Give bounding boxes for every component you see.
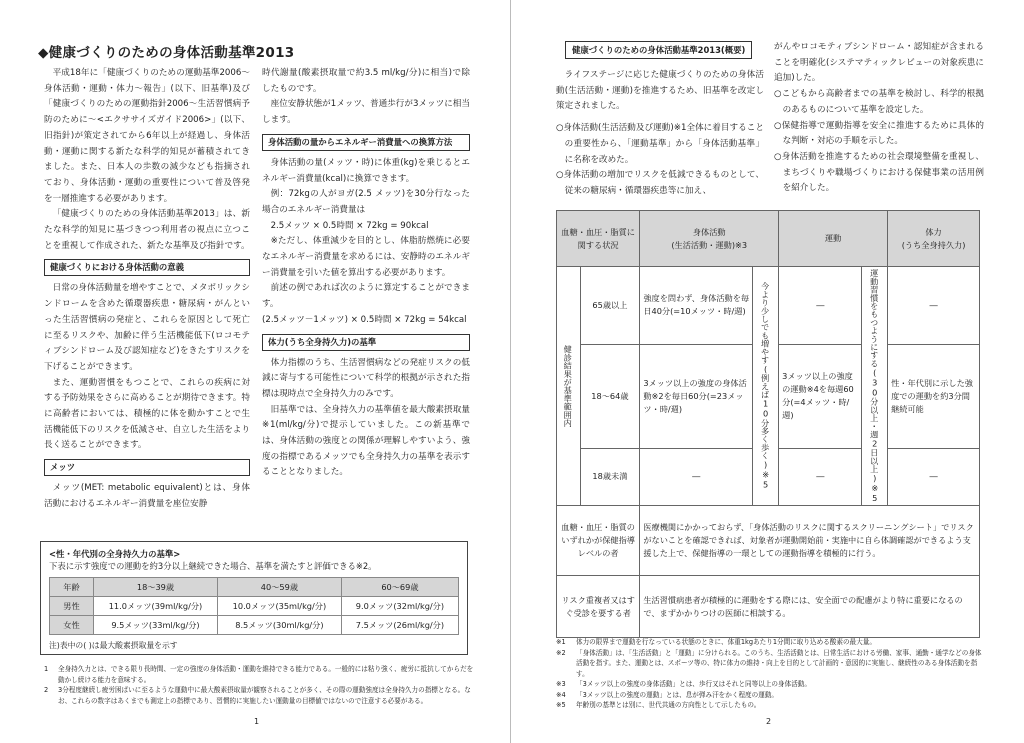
footnote-text: 全身持久力とは、できる限り長時間、一定の強度の身体活動・運動を維持できる能力である。一般的には粘り強く、疲労に抵抗してからだを動かし続ける能力を意味する。 — [58, 665, 474, 684]
exercise-cell: ― — [779, 448, 862, 505]
table-cell: 9.5メッツ(33ml/kg/分) — [94, 616, 218, 635]
footnote-text: 体力の限界まで運動を行なっている状態のときに、体重1kgあたり1分間に取り込める酸素の最大量。 — [576, 638, 876, 646]
section-heading-conversion: 身体活動の量からエネルギー消費量への換算方法 — [262, 134, 470, 151]
page-title: ◆健康づくりのための身体活動基準2013 — [38, 45, 295, 61]
fitness-cell: ― — [888, 267, 980, 345]
table-header-cell: 40～59歳 — [217, 578, 341, 597]
table-row — [50, 597, 459, 616]
age-cell: 18歳未満 — [580, 448, 640, 505]
table-cell: 7.5メッツ(26ml/kg/分) — [341, 616, 458, 635]
overview-tag: 健康づくりのための身体活動基準2013(概要) — [565, 41, 752, 59]
overview-bullet: ○身体活動の増加でリスクを低減できるものとして、従来の糖尿病・循環器疾患等に加え、 — [556, 170, 764, 196]
overview-bullet: ○こどもから高齢者までの基準を検討し、科学的根拠のあるものについて基準を設定した。 — [774, 89, 984, 115]
table-row — [557, 267, 980, 345]
footnote-text: 「3メッツ以上の強度の運動」とは、息が弾み汗をかく程度の運動。 — [576, 690, 779, 699]
fitness-cell: 性・年代別に示した強度での運動を約3分間継続可能 — [888, 344, 980, 448]
footnote — [556, 679, 986, 690]
footnote-number: ※2 — [556, 648, 566, 657]
risk-label-cell: リスク重複者又はすぐ受診を要する者 — [557, 576, 640, 638]
table-header-row — [557, 211, 980, 267]
mets-continuation-2: 座位安静状態が1メッツ、普通歩行が3メッツに相当します。 — [262, 99, 470, 126]
left-footnotes — [44, 664, 474, 706]
overview-intro: ライフステージに応じた健康づくりのための身体活動(生活活動・運動)を推進するため、旧基準を改定し策定されました。 — [556, 70, 764, 112]
footnote-text: 3分程度継続し疲労困ぱいに至るような運動中に最大酸素摂取量が観察されることが多く、その際の運動強度は全身持久力の指標となる。なお、これらの数字はあくまでも測定上の指標であり、習慣的に実施したい運動量の目標値ではないので注意する必要がある。 — [58, 686, 471, 705]
mets-paragraph: メッツ(MET: metabolic equivalent)とは、身体活動におけるエネルギー消費量を座位安静 — [44, 483, 250, 509]
footnote-number: ※1 — [556, 638, 566, 646]
conversion-paragraph-1: 身体活動の量(メッツ・時)に体重(kg)を乗じるとエネルギー消費量(kcal)に換算できます。 — [262, 157, 470, 184]
header-exercise-text: 運動 — [824, 233, 842, 243]
guidance-text-cell: 医療機関にかかっておらず、「身体活動のリスクに関するスクリーニングシート」でリスクがないことを確認できれば、対象者が運動開始前・実施中に自ら体調確認ができるよう支援した上で、保健指導の一環としての運動指導を積極的に行う。 — [640, 506, 980, 576]
conversion-calculation: 2.5メッツ × 0.5時間 × 72kg = 90kcal — [270, 220, 429, 231]
significance-paragraph-2: また、運動習慣をもつことで、これらの疾病に対する予防効果をさらに高めることが期待できます。特に高齢者においては、積極的に体を動かすことで生活機能低下のリスクを低減させ、自立した生活をより長く送ることができます。 — [44, 377, 250, 451]
exercise-cell: ― — [779, 267, 862, 345]
activity-standard-table — [556, 210, 980, 638]
section-heading-mets: メッツ — [44, 459, 250, 476]
overview-bullet-continuation: がんやロコモティブシンドローム・認知症が含まれることを明確化(システマティックレビューの対象疾患に追加)した。 — [774, 42, 984, 84]
guidance-label-cell: 血糖・血圧・脂質のいずれかが保健指導レベルの者 — [557, 506, 640, 576]
age-cell: 65歳以上 — [580, 267, 640, 345]
table-header-cell: 18～39歳 — [94, 578, 218, 597]
row-label: 男性 — [50, 597, 94, 616]
fitness-standard-box — [40, 541, 468, 655]
table-row — [50, 616, 459, 635]
left-page — [0, 0, 511, 743]
left-column-1 — [44, 66, 250, 513]
table-row — [557, 576, 980, 638]
footnote-number: ※5 — [556, 701, 566, 709]
footnote-text: 年齢別の基準とは別に、世代共通の方向性として示したもの。 — [576, 701, 761, 709]
fitness-cell: ― — [888, 448, 980, 505]
fitness-paragraph-1: 体力指標のうち、生活習慣病などの発症リスクの低減に寄与する可能性について科学的根拠が示された指標は現時点で全身持久力のみです。 — [262, 357, 470, 399]
page-number: 2 — [766, 717, 772, 726]
footnote — [556, 648, 986, 680]
header-status-text: 血糖・血圧・脂質に関する状況 — [561, 226, 635, 250]
fitness-paragraph-2: 旧基準では、全身持久力の基準値を最大酸素摂取量※1(ml/kg/分)で提示していました。この新基準では、身体活動の強度との関係が理解しやすいよう、強度の指標であるメッツでも全身持久力の基準を表示することとなりました。 — [262, 404, 470, 478]
row-label: 女性 — [50, 616, 94, 635]
table-cell: 10.0メッツ(35ml/kg/分) — [217, 597, 341, 616]
conversion-paragraph-3: ※ただし、体重減少を目的とし、体脂肪燃焼に必要なエネルギー消費量を求めるには、安静時のエネルギー消費量を引いた値を算出する必要があります。 — [262, 236, 470, 278]
footnote-number: ※3 — [556, 680, 566, 688]
footnote — [556, 700, 986, 711]
mets-continuation: 時代謝量(酸素摂取量で約3.5 ml/kg/分)に相当)で除したものです。 — [262, 68, 470, 94]
table-header-fitness — [888, 211, 980, 267]
intro-paragraph-2: 「健康づくりのための身体活動基準2013」は、新たな科学的知見に基づきつつ利用者の視点に立つことを重視して作成された、新たな基準及び指針です。 — [44, 209, 250, 251]
activity-cell: 3メッツ以上の強度の身体活動※2を毎日60分(=23メッツ・時/週) — [640, 344, 753, 448]
activity-cell: 強度を問わず、身体活動を毎日40分(=10メッツ・時/週) — [640, 267, 753, 345]
footnote-number: ※4 — [556, 690, 566, 699]
group-label: 健診結果が基準範囲内 — [563, 345, 574, 427]
left-column-2 — [262, 66, 470, 481]
page-number: 1 — [254, 717, 260, 726]
header-fitness-text: 体力 — [925, 226, 942, 237]
conversion-calculation-2: (2.5メッツ－1メッツ) × 0.5時間 × 72kg = 54kcal — [262, 314, 467, 325]
conversion-paragraph-2: 例：72kgの人がヨガ(2.5 メッツ)を30分行なった場合のエネルギー消費量は — [262, 189, 470, 215]
footnote-number: 1 — [44, 665, 49, 673]
header-activity-text: 身体活動 — [692, 226, 726, 237]
significance-paragraph-1: 日常の身体活動量を増やすことで、メタボリックシンドロームを含めた循環器疾患・糖尿病・がんといった生活習慣病の発症と、これらを原因として死亡に至るリスクや、加齢に伴う生活機能低下(ロコモティブシンドローム及び認知症など)をきたすリスクを下げることができます。 — [44, 283, 250, 372]
activity-cell: ― — [640, 448, 753, 505]
overview-bullet: ○身体活動(生活活動及び運動)※1全体に着目することの重要性から、「運動基準」から「身体活動基準」に名称を改めた。 — [556, 123, 764, 165]
conversion-paragraph-4: 前述の例であれば次のように算定することができます。 — [262, 283, 470, 310]
table-header-activity — [640, 211, 779, 267]
right-column-2 — [774, 40, 984, 197]
overview-bullet: ○身体活動を推進するための社会環境整備を重視し、まちづくりや職場づくりにおける保健事業の活用例を紹介した。 — [774, 151, 984, 194]
activity-vertical-cell — [753, 267, 779, 506]
exercise-cell: 3メッツ以上の強度の運動※4を毎週60分(=4メッツ・時/週) — [779, 344, 862, 448]
table-header-status — [557, 211, 640, 267]
table-header-exercise — [779, 211, 888, 267]
exercise-vertical-cell — [862, 267, 888, 506]
table-header-row — [50, 578, 459, 597]
header-activity-sub: (生活活動・運動)※3 — [671, 239, 748, 250]
exercise-vertical-text: 運動習慣をもつようにする(30分以上・週2日以上)※5 — [869, 269, 880, 503]
right-footnotes — [556, 637, 986, 711]
fitness-standard-table — [49, 577, 459, 635]
table-row — [557, 506, 980, 576]
intro-paragraph: 平成18年に「健康づくりのための運動基準2006～身体活動・運動・体力～報告」(以下、旧基準)及び「健康づくりのための運動指針2006～生活習慣病予防のために～<エクササイズガイド2006>」(以下、旧指針)が策定されてから6年以上が経過し、身体活動・運動に関する新たな科学的知見が蓄積されてきました。また、日本人の歩数の減少なども指摘されており、身体活動・運動の重要性について普及啓発を一層推進する必要があります。 — [44, 68, 250, 204]
table-cell: 11.0メッツ(39ml/kg/分) — [94, 597, 218, 616]
table-note: 注)表中の( )は最大酸素摂取量を示す — [49, 641, 178, 650]
header-fitness-sub: (うち全身持久力) — [901, 239, 966, 250]
group-label-cell — [557, 267, 581, 506]
section-heading-significance: 健康づくりにおける身体活動の意義 — [44, 259, 250, 276]
footnote — [44, 664, 474, 685]
table-header-cell: 60～69歳 — [341, 578, 458, 597]
footnote — [44, 685, 474, 706]
table-cell: 8.5メッツ(30ml/kg/分) — [217, 616, 341, 635]
table-header-cell: 年齢 — [50, 578, 94, 597]
right-column-1 — [556, 68, 764, 200]
risk-text-cell: 生活習慣病患者が積極的に運動をする際には、安全面での配慮がより特に重要になるので、まずかかりつけの医師に相談する。 — [640, 576, 980, 638]
table-cell: 9.0メッツ(32ml/kg/分) — [341, 597, 458, 616]
footnote-text: 「3メッツ以上の強度の身体活動」とは、歩行又はそれと同等以上の身体活動。 — [576, 680, 811, 688]
section-heading-fitness: 体力(うち全身持久力)の基準 — [262, 334, 470, 351]
overview-bullet: ○保健指導で運動指導を安全に推進するために具体的な判断・対応の手順を示した。 — [774, 120, 984, 147]
box-subtitle: 下表に示す強度での運動を約3分以上継続できた場合、基準を満たすと評価できる※2。 — [49, 561, 377, 571]
footnote-text: 「身体活動」は、「生活活動」と「運動」に分けられる。このうち、生活活動とは、日常生活における労働、家事、通勤・通学などの身体活動を指す。また、運動とは、スポーツ等の、特に体力の維持・向上を目的として計画的・意図的に実施し、継続性のある身体活動を指す。 — [576, 648, 982, 678]
footnote-number: 2 — [44, 686, 49, 694]
age-cell: 18～64歳 — [580, 344, 640, 448]
box-title: <性・年代別の全身持久力の基準> — [49, 549, 181, 559]
footnote — [556, 690, 986, 701]
footnote — [556, 637, 986, 648]
activity-vertical-text: 今より少しでも増やす(例えば10分多く歩く)※5 — [760, 282, 771, 490]
